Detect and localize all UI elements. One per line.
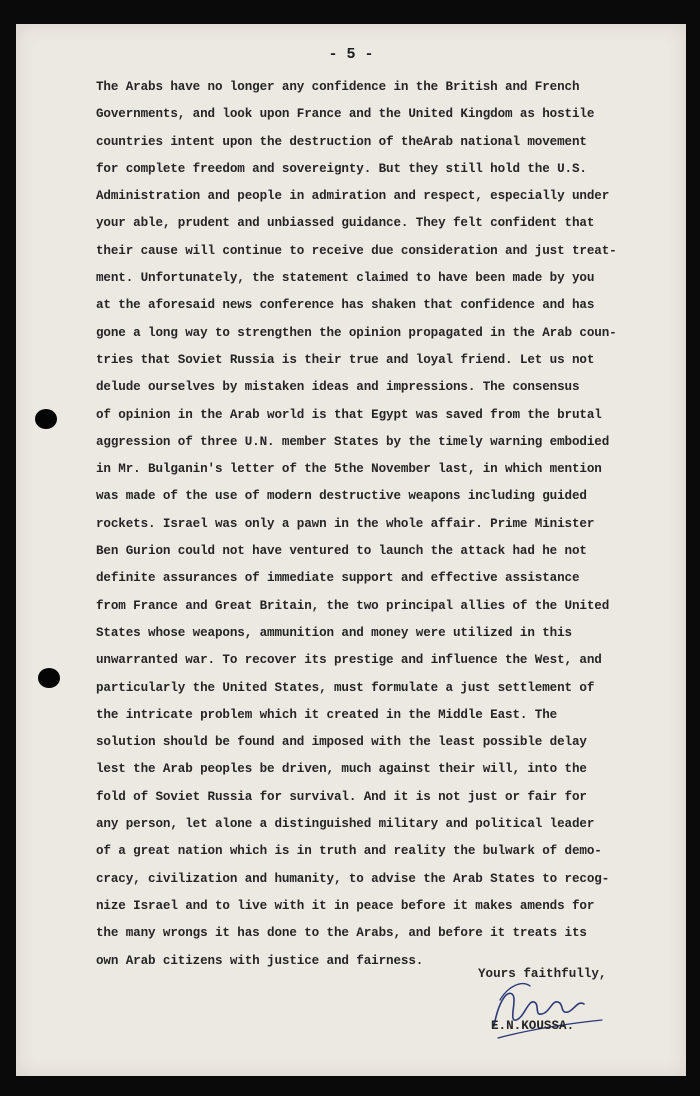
body-line: your able, prudent and unbiassed guidance. They felt confident that <box>96 216 595 231</box>
body-line: was made of the use of modern destructive weapons including guided <box>96 489 587 504</box>
body-line: their cause will continue to receive due consideration and just treat- <box>96 243 617 258</box>
body-line: in Mr. Bulganin's letter of the 5the November last, in which mention <box>96 462 602 477</box>
body-line: fold of Soviet Russia for survival. And it is not just or fair for <box>96 789 587 804</box>
closing-salutation: Yours faithfully, <box>478 967 607 981</box>
body-line: own Arab citizens with justice and fairness. <box>96 953 424 968</box>
body-line: particularly the United States, must formulate a just settlement of <box>96 680 595 695</box>
body-line: The Arabs have no longer any confidence in the British and French <box>96 80 580 94</box>
body-line: nize Israel and to live with it in peace before it makes amends for <box>96 898 595 913</box>
body-line: solution should be found and imposed with the least possible delay <box>96 735 587 750</box>
body-line: lest the Arab peoples be driven, much against their will, into the <box>96 762 587 777</box>
body-line: gone a long way to strengthen the opinion propagated in the Arab coun- <box>96 325 617 340</box>
punch-hole-top <box>35 409 57 429</box>
body-line: the many wrongs it has done to the Arabs, and before it treats its <box>96 926 587 941</box>
body-line: delude ourselves by mistaken ideas and impressions. The consensus <box>96 380 580 395</box>
body-line: unwarranted war. To recover its prestige and influence the West, and <box>96 653 602 668</box>
body-line: cracy, civilization and humanity, to advise the Arab States to recog- <box>96 871 610 886</box>
body-line: aggression of three U.N. member States by the timely warning embodied <box>96 434 610 449</box>
body-line: from France and Great Britain, the two principal allies of the United <box>96 598 610 613</box>
body-line: Governments, and look upon France and the United Kingdom as hostile <box>96 107 595 122</box>
body-line: Administration and people in admiration and respect, especially under <box>96 189 610 204</box>
signatory-name: E.N.KOUSSA. <box>491 1019 575 1033</box>
body-line: for complete freedom and sovereignty. But they still hold the U.S. <box>96 161 587 176</box>
body-line: any person, let alone a distinguished military and political leader <box>96 817 595 832</box>
body-line: tries that Soviet Russia is their true and loyal friend. Let us not <box>96 352 595 367</box>
body-line: of opinion in the Arab world is that Egypt was saved from the brutal <box>96 407 602 422</box>
body-line: the intricate problem which it created in the Middle East. The <box>96 707 558 722</box>
body-line: of a great nation which is in truth and reality the bulwark of demo- <box>96 844 602 859</box>
letter-page <box>16 24 686 1076</box>
letter-body <box>96 74 671 975</box>
body-line: ment. Unfortunately, the statement claimed to have been made by you <box>96 271 595 286</box>
body-line: rockets. Israel was only a pawn in the whole affair. Prime Minister <box>96 516 595 531</box>
punch-hole-bottom <box>38 668 60 688</box>
body-line: definite assurances of immediate support and effective assistance <box>96 571 580 586</box>
body-line: Ben Gurion could not have ventured to launch the attack had he not <box>96 544 587 559</box>
page-number: - 5 - <box>328 46 374 63</box>
body-line: countries intent upon the destruction of theArab national movement <box>96 134 587 149</box>
body-line: at the aforesaid news conference has shaken that confidence and has <box>96 298 595 313</box>
body-line: States whose weapons, ammunition and money were utilized in this <box>96 625 572 640</box>
